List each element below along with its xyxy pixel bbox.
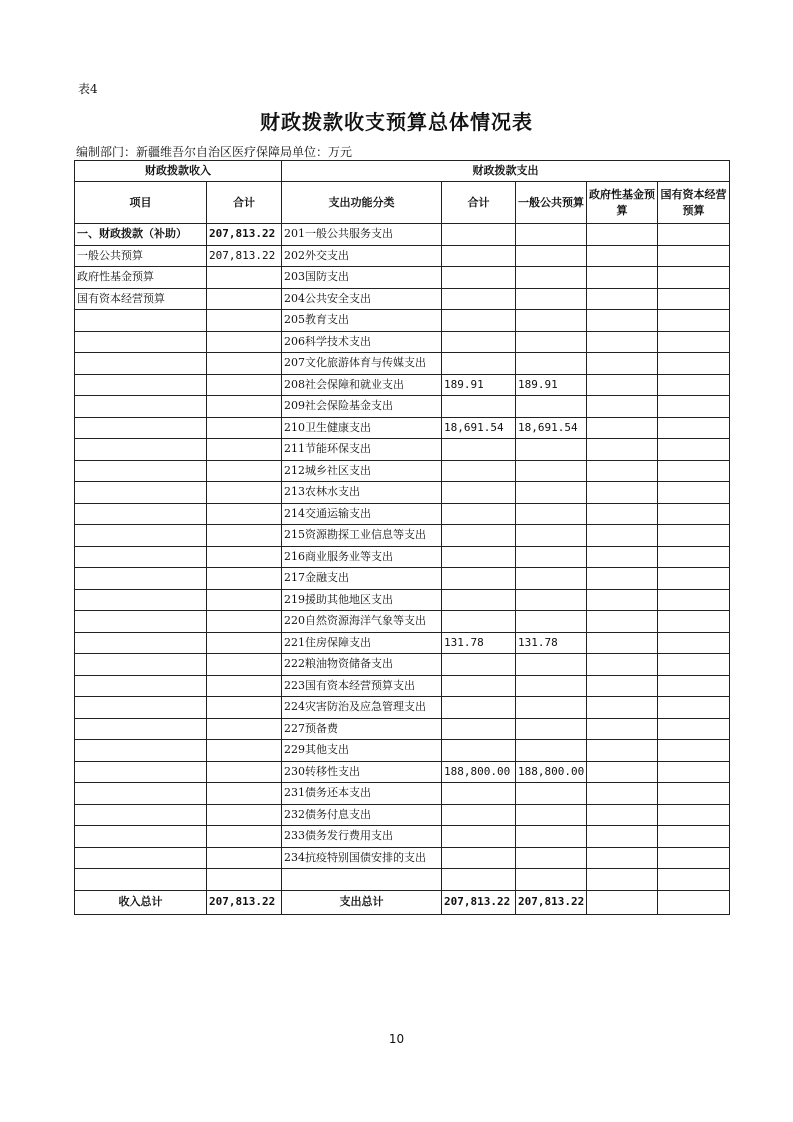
income-total-cell	[207, 525, 282, 547]
income-total-cell	[207, 396, 282, 418]
column-header-item: 项目	[75, 182, 207, 224]
column-header-expense-total: 合计	[442, 182, 516, 224]
income-total-cell	[207, 267, 282, 289]
expense-section-header: 财政拨款支出	[282, 161, 730, 182]
expense-total-cell	[442, 245, 516, 267]
column-header-income-total: 合计	[207, 182, 282, 224]
gov-fund-cell	[587, 417, 658, 439]
function-class-cell: 210卫生健康支出	[282, 417, 442, 439]
item-cell	[75, 826, 207, 848]
function-class-cell: 227预备费	[282, 718, 442, 740]
gov-fund-cell	[587, 525, 658, 547]
totals-row	[75, 890, 730, 914]
item-cell: 国有资本经营预算	[75, 288, 207, 310]
income-total-cell	[207, 718, 282, 740]
item-cell	[75, 374, 207, 396]
general-budget-cell	[516, 503, 587, 525]
table-row	[75, 374, 730, 396]
state-capital-cell	[658, 396, 730, 418]
income-total-cell	[207, 826, 282, 848]
expense-total-cell	[442, 697, 516, 719]
expense-total-cell	[442, 675, 516, 697]
table-row	[75, 331, 730, 353]
item-cell	[75, 740, 207, 762]
general-budget-cell: 189.91	[516, 374, 587, 396]
item-cell: 一般公共预算	[75, 245, 207, 267]
general-budget-cell	[516, 826, 587, 848]
state-capital-cell	[658, 310, 730, 332]
income-total-cell	[207, 439, 282, 461]
general-budget-cell	[516, 245, 587, 267]
function-class-cell: 216商业服务业等支出	[282, 546, 442, 568]
function-class-cell: 215资源勘探工业信息等支出	[282, 525, 442, 547]
item-cell	[75, 718, 207, 740]
state-capital-cell	[658, 374, 730, 396]
table-row	[75, 525, 730, 547]
gov-fund-cell	[587, 288, 658, 310]
function-class-cell: 205教育支出	[282, 310, 442, 332]
function-class-cell: 203国防支出	[282, 267, 442, 289]
gov-fund-cell	[587, 568, 658, 590]
gov-fund-cell	[587, 804, 658, 826]
gov-fund-cell	[587, 718, 658, 740]
expense-total-cell	[442, 783, 516, 805]
function-class-cell: 231债务还本支出	[282, 783, 442, 805]
table-row	[75, 417, 730, 439]
gov-fund-cell	[587, 847, 658, 869]
table-row	[75, 396, 730, 418]
gov-fund-cell	[587, 654, 658, 676]
income-total-cell	[207, 654, 282, 676]
expense-total-cell	[442, 439, 516, 461]
income-total-cell	[207, 310, 282, 332]
state-capital-cell	[658, 718, 730, 740]
gov-fund-cell	[587, 589, 658, 611]
function-class-cell: 217金融支出	[282, 568, 442, 590]
budget-table	[74, 160, 730, 915]
item-cell	[75, 439, 207, 461]
state-capital-cell	[658, 804, 730, 826]
income-total-label: 收入总计	[75, 890, 207, 914]
state-capital-cell	[658, 675, 730, 697]
income-total-cell	[207, 288, 282, 310]
table-row	[75, 847, 730, 869]
function-class-cell: 232债务付息支出	[282, 804, 442, 826]
function-class-cell: 229其他支出	[282, 740, 442, 762]
gov-fund-cell	[587, 482, 658, 504]
gov-fund-cell	[587, 267, 658, 289]
table-row	[75, 503, 730, 525]
item-cell	[75, 589, 207, 611]
state-capital-cell	[658, 503, 730, 525]
item-cell	[75, 632, 207, 654]
general-budget-total-value: 207,813.22	[516, 890, 587, 914]
expense-total-cell	[442, 546, 516, 568]
gov-fund-cell	[587, 374, 658, 396]
table-row	[75, 654, 730, 676]
income-total-cell	[207, 847, 282, 869]
general-budget-cell	[516, 331, 587, 353]
state-capital-cell	[658, 611, 730, 633]
expense-total-cell	[442, 611, 516, 633]
gov-fund-total-value	[587, 890, 658, 914]
table-row	[75, 568, 730, 590]
state-capital-cell	[658, 288, 730, 310]
item-cell	[75, 482, 207, 504]
page-number: 10	[388, 1032, 405, 1046]
function-class-cell: 212城乡社区支出	[282, 460, 442, 482]
table-row	[75, 460, 730, 482]
function-class-cell: 213农林水支出	[282, 482, 442, 504]
gov-fund-cell	[587, 697, 658, 719]
table-row	[75, 224, 730, 246]
state-capital-cell	[658, 761, 730, 783]
state-capital-cell	[658, 460, 730, 482]
document-title: 财政拨款收支预算总体情况表	[260, 110, 533, 134]
table-row	[75, 761, 730, 783]
expense-total-cell: 131.78	[442, 632, 516, 654]
general-budget-cell	[516, 740, 587, 762]
item-cell	[75, 847, 207, 869]
gov-fund-cell	[587, 826, 658, 848]
state-capital-cell	[658, 654, 730, 676]
income-total-cell	[207, 568, 282, 590]
state-capital-cell	[658, 740, 730, 762]
column-header-function-class: 支出功能分类	[282, 182, 442, 224]
function-class-cell: 220自然资源海洋气象等支出	[282, 611, 442, 633]
expense-total-cell	[442, 482, 516, 504]
state-capital-cell	[658, 589, 730, 611]
gov-fund-cell	[587, 611, 658, 633]
expense-total-value: 207,813.22	[442, 890, 516, 914]
function-class-cell: 223国有资本经营预算支出	[282, 675, 442, 697]
state-capital-cell	[658, 482, 730, 504]
income-total-cell	[207, 804, 282, 826]
gov-fund-cell	[587, 331, 658, 353]
general-budget-cell	[516, 460, 587, 482]
table-row	[75, 826, 730, 848]
item-cell	[75, 611, 207, 633]
state-capital-cell	[658, 331, 730, 353]
income-total-cell	[207, 869, 282, 891]
expense-total-cell	[442, 568, 516, 590]
gov-fund-cell	[587, 460, 658, 482]
state-capital-cell	[658, 439, 730, 461]
general-budget-cell	[516, 675, 587, 697]
state-capital-cell	[658, 353, 730, 375]
income-total-cell	[207, 783, 282, 805]
table-row	[75, 439, 730, 461]
item-cell	[75, 353, 207, 375]
general-budget-cell	[516, 267, 587, 289]
state-capital-cell	[658, 697, 730, 719]
income-total-cell	[207, 417, 282, 439]
general-budget-cell	[516, 353, 587, 375]
state-capital-cell	[658, 267, 730, 289]
gov-fund-cell	[587, 869, 658, 891]
state-capital-cell	[658, 224, 730, 246]
item-cell	[75, 396, 207, 418]
item-cell	[75, 460, 207, 482]
state-capital-cell	[658, 568, 730, 590]
general-budget-cell	[516, 396, 587, 418]
general-budget-cell	[516, 288, 587, 310]
item-cell: 一、财政拨款（补助）	[75, 224, 207, 246]
column-header-state-capital: 国有资本经营预算	[658, 182, 730, 224]
general-budget-cell	[516, 310, 587, 332]
section-header-row	[75, 161, 730, 182]
table-row	[75, 267, 730, 289]
general-budget-cell: 18,691.54	[516, 417, 587, 439]
expense-total-cell	[442, 589, 516, 611]
item-cell	[75, 761, 207, 783]
item-cell	[75, 525, 207, 547]
general-budget-cell: 131.78	[516, 632, 587, 654]
expense-total-cell	[442, 331, 516, 353]
state-capital-cell	[658, 525, 730, 547]
expense-total-cell	[442, 224, 516, 246]
general-budget-cell	[516, 482, 587, 504]
income-total-cell	[207, 482, 282, 504]
income-total-cell	[207, 589, 282, 611]
income-total-value: 207,813.22	[207, 890, 282, 914]
table-row	[75, 783, 730, 805]
income-total-cell	[207, 740, 282, 762]
state-capital-cell	[658, 417, 730, 439]
income-total-cell	[207, 675, 282, 697]
table-row	[75, 869, 730, 891]
general-budget-cell	[516, 654, 587, 676]
general-budget-cell	[516, 718, 587, 740]
function-class-cell: 201一般公共服务支出	[282, 224, 442, 246]
table-row	[75, 288, 730, 310]
function-class-cell: 224灾害防治及应急管理支出	[282, 697, 442, 719]
table-row	[75, 245, 730, 267]
gov-fund-cell	[587, 632, 658, 654]
item-cell	[75, 654, 207, 676]
state-capital-cell	[658, 847, 730, 869]
item-cell	[75, 697, 207, 719]
item-cell	[75, 568, 207, 590]
gov-fund-cell	[587, 675, 658, 697]
table-row	[75, 632, 730, 654]
function-class-cell: 221住房保障支出	[282, 632, 442, 654]
gov-fund-cell	[587, 224, 658, 246]
expense-total-cell	[442, 847, 516, 869]
state-capital-cell	[658, 869, 730, 891]
income-total-cell	[207, 353, 282, 375]
expense-total-cell	[442, 525, 516, 547]
income-total-cell	[207, 374, 282, 396]
table-row	[75, 718, 730, 740]
state-capital-cell	[658, 546, 730, 568]
item-cell	[75, 804, 207, 826]
general-budget-cell	[516, 589, 587, 611]
function-class-cell: 207文化旅游体育与传媒支出	[282, 353, 442, 375]
income-total-cell	[207, 460, 282, 482]
table-row	[75, 310, 730, 332]
expense-total-cell	[442, 826, 516, 848]
income-total-cell	[207, 503, 282, 525]
expense-total-cell	[442, 718, 516, 740]
general-budget-cell	[516, 525, 587, 547]
table-row	[75, 482, 730, 504]
item-cell	[75, 869, 207, 891]
state-capital-cell	[658, 632, 730, 654]
table-row	[75, 675, 730, 697]
function-class-cell: 234抗疫特别国债安排的支出	[282, 847, 442, 869]
expense-total-cell	[442, 396, 516, 418]
gov-fund-cell	[587, 783, 658, 805]
table-row	[75, 611, 730, 633]
table-row	[75, 740, 730, 762]
function-class-cell: 233债务发行费用支出	[282, 826, 442, 848]
gov-fund-cell	[587, 245, 658, 267]
gov-fund-cell	[587, 740, 658, 762]
general-budget-cell	[516, 783, 587, 805]
function-class-cell: 230转移性支出	[282, 761, 442, 783]
expense-total-cell: 188,800.00	[442, 761, 516, 783]
general-budget-cell	[516, 611, 587, 633]
gov-fund-cell	[587, 439, 658, 461]
item-cell	[75, 783, 207, 805]
state-capital-cell	[658, 783, 730, 805]
general-budget-cell	[516, 697, 587, 719]
gov-fund-cell	[587, 761, 658, 783]
item-cell: 政府性基金预算	[75, 267, 207, 289]
function-class-cell	[282, 869, 442, 891]
table-number: 表4	[78, 82, 98, 96]
general-budget-cell	[516, 869, 587, 891]
income-section-header: 财政拨款收入	[75, 161, 282, 182]
expense-total-cell	[442, 288, 516, 310]
item-cell	[75, 546, 207, 568]
state-capital-cell	[658, 826, 730, 848]
state-capital-cell	[658, 245, 730, 267]
expense-total-cell	[442, 503, 516, 525]
gov-fund-cell	[587, 546, 658, 568]
expense-total-cell	[442, 804, 516, 826]
expense-total-cell	[442, 353, 516, 375]
function-class-cell: 208社会保障和就业支出	[282, 374, 442, 396]
item-cell	[75, 675, 207, 697]
item-cell	[75, 417, 207, 439]
function-class-cell: 222粮油物资储备支出	[282, 654, 442, 676]
expense-total-cell	[442, 740, 516, 762]
table-row	[75, 697, 730, 719]
item-cell	[75, 331, 207, 353]
table-row	[75, 589, 730, 611]
function-class-cell: 209社会保险基金支出	[282, 396, 442, 418]
general-budget-cell	[516, 546, 587, 568]
income-total-cell: 207,813.22	[207, 245, 282, 267]
general-budget-cell	[516, 804, 587, 826]
gov-fund-cell	[587, 353, 658, 375]
department-unit-line: 编制部门：新疆维吾尔自治区医疗保障局单位：万元	[76, 145, 353, 159]
expense-total-label: 支出总计	[282, 890, 442, 914]
income-total-cell	[207, 611, 282, 633]
function-class-cell: 211节能环保支出	[282, 439, 442, 461]
general-budget-cell	[516, 439, 587, 461]
table-row	[75, 804, 730, 826]
general-budget-cell	[516, 847, 587, 869]
gov-fund-cell	[587, 396, 658, 418]
income-total-cell: 207,813.22	[207, 224, 282, 246]
income-total-cell	[207, 632, 282, 654]
item-cell	[75, 310, 207, 332]
income-total-cell	[207, 697, 282, 719]
expense-total-cell	[442, 267, 516, 289]
general-budget-cell	[516, 568, 587, 590]
function-class-cell: 202外交支出	[282, 245, 442, 267]
function-class-cell: 219援助其他地区支出	[282, 589, 442, 611]
item-cell	[75, 503, 207, 525]
column-header-gov-fund: 政府性基金预算	[587, 182, 658, 224]
expense-total-cell: 189.91	[442, 374, 516, 396]
table-row	[75, 546, 730, 568]
expense-total-cell	[442, 654, 516, 676]
function-class-cell: 204公共安全支出	[282, 288, 442, 310]
column-header-row	[75, 182, 730, 224]
state-capital-total-value	[658, 890, 730, 914]
function-class-cell: 214交通运输支出	[282, 503, 442, 525]
expense-total-cell	[442, 310, 516, 332]
column-header-general-budget: 一般公共预算	[516, 182, 587, 224]
general-budget-cell: 188,800.00	[516, 761, 587, 783]
income-total-cell	[207, 546, 282, 568]
gov-fund-cell	[587, 310, 658, 332]
income-total-cell	[207, 331, 282, 353]
expense-total-cell: 18,691.54	[442, 417, 516, 439]
expense-total-cell	[442, 869, 516, 891]
function-class-cell: 206科学技术支出	[282, 331, 442, 353]
table-row	[75, 353, 730, 375]
general-budget-cell	[516, 224, 587, 246]
gov-fund-cell	[587, 503, 658, 525]
income-total-cell	[207, 761, 282, 783]
expense-total-cell	[442, 460, 516, 482]
